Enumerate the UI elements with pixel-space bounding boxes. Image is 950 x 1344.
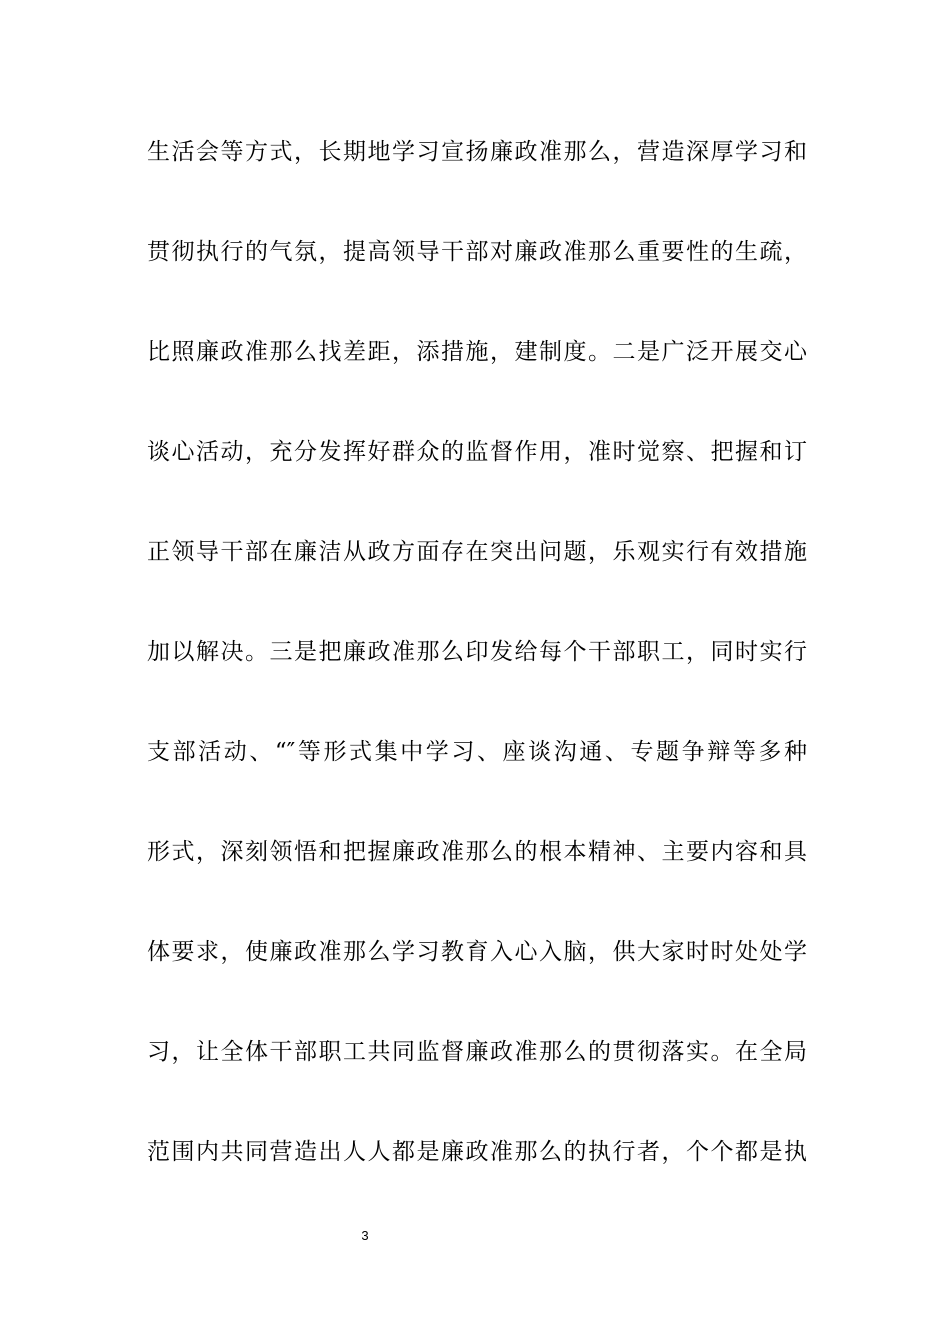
text-line-4: 谈心活动，充分发挥好群众的监督作用，准时觉察、把握和订 [147,439,807,465]
text-line-9: 体要求，使廉政准那么学习教育入心入脑，供大家时时处处学 [147,939,807,965]
text-line-5: 正领导干部在廉洁从政方面存在突出问题，乐观实行有效措施 [147,539,807,565]
text-line-11: 范围内共同营造出人人都是廉政准那么的执行者，个个都是执 [147,1139,807,1165]
text-line-7: 支部活动、“″等形式集中学习、座谈沟通、专题争辩等多种 [147,739,807,765]
text-line-8: 形式，深刻领悟和把握廉政准那么的根本精神、主要内容和具 [147,839,807,865]
text-line-10: 习，让全体干部职工共同监督廉政准那么的贯彻落实。在全局 [147,1039,807,1065]
body-text [147,130,807,1230]
text-line-6: 加以解决。三是把廉政准那么印发给每个干部职工，同时实行 [147,639,807,665]
text-line-1: 生活会等方式，长期地学习宣扬廉政准那么，营造深厚学习和 [147,139,807,165]
page-number: 3 [361,1228,369,1243]
text-line-3: 比照廉政准那么找差距，添措施，建制度。二是广泛开展交心 [147,339,807,365]
text-line-2: 贯彻执行的气氛，提高领导干部对廉政准那么重要性的生疏， [147,239,807,265]
